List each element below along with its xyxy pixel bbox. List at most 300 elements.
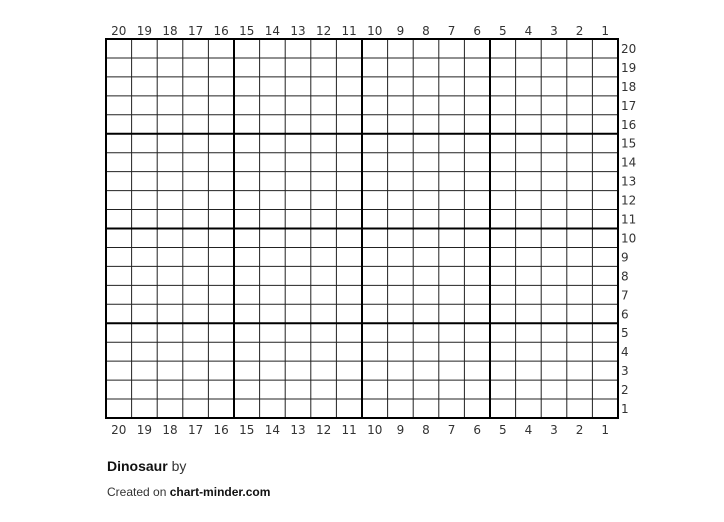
chart-cell[interactable] bbox=[592, 115, 618, 134]
chart-cell[interactable] bbox=[311, 153, 337, 172]
chart-cell[interactable] bbox=[541, 153, 567, 172]
chart-cell[interactable] bbox=[260, 96, 286, 115]
chart-cell[interactable] bbox=[490, 285, 516, 304]
chart-cell[interactable] bbox=[260, 229, 286, 248]
chart-cell[interactable] bbox=[336, 342, 362, 361]
chart-cell[interactable] bbox=[362, 229, 388, 248]
chart-cell[interactable] bbox=[234, 210, 260, 229]
chart-cell[interactable] bbox=[285, 115, 311, 134]
chart-cell[interactable] bbox=[183, 210, 209, 229]
chart-cell[interactable] bbox=[490, 58, 516, 77]
chart-cell[interactable] bbox=[464, 342, 490, 361]
chart-cell[interactable] bbox=[490, 266, 516, 285]
chart-cell[interactable] bbox=[336, 323, 362, 342]
chart-cell[interactable] bbox=[234, 39, 260, 58]
chart-cell[interactable] bbox=[541, 380, 567, 399]
chart-cell[interactable] bbox=[260, 247, 286, 266]
chart-cell[interactable] bbox=[567, 323, 593, 342]
chart-cell[interactable] bbox=[362, 304, 388, 323]
chart-cell[interactable] bbox=[413, 210, 439, 229]
chart-cell[interactable] bbox=[541, 210, 567, 229]
chart-cell[interactable] bbox=[157, 58, 183, 77]
chart-cell[interactable] bbox=[285, 247, 311, 266]
chart-cell[interactable] bbox=[260, 399, 286, 418]
chart-cell[interactable] bbox=[516, 172, 542, 191]
chart-cell[interactable] bbox=[208, 247, 234, 266]
chart-cell[interactable] bbox=[362, 285, 388, 304]
chart-cell[interactable] bbox=[208, 342, 234, 361]
chart-cell[interactable] bbox=[464, 210, 490, 229]
chart-cell[interactable] bbox=[413, 191, 439, 210]
chart-cell[interactable] bbox=[464, 153, 490, 172]
chart-cell[interactable] bbox=[157, 172, 183, 191]
chart-cell[interactable] bbox=[234, 96, 260, 115]
chart-cell[interactable] bbox=[592, 210, 618, 229]
chart-cell[interactable] bbox=[132, 153, 158, 172]
chart-cell[interactable] bbox=[183, 380, 209, 399]
site-link[interactable]: chart-minder.com bbox=[169, 485, 271, 499]
chart-cell[interactable] bbox=[490, 342, 516, 361]
chart-cell[interactable] bbox=[464, 323, 490, 342]
chart-cell[interactable] bbox=[132, 285, 158, 304]
chart-cell[interactable] bbox=[567, 172, 593, 191]
chart-cell[interactable] bbox=[336, 115, 362, 134]
chart-cell[interactable] bbox=[183, 285, 209, 304]
chart-cell[interactable] bbox=[516, 361, 542, 380]
chart-cell[interactable] bbox=[567, 380, 593, 399]
chart-cell[interactable] bbox=[106, 191, 132, 210]
chart-cell[interactable] bbox=[592, 399, 618, 418]
chart-cell[interactable] bbox=[311, 342, 337, 361]
chart-cell[interactable] bbox=[234, 323, 260, 342]
chart-cell[interactable] bbox=[311, 134, 337, 153]
chart-cell[interactable] bbox=[208, 361, 234, 380]
chart-cell[interactable] bbox=[106, 323, 132, 342]
chart-cell[interactable] bbox=[234, 134, 260, 153]
chart-cell[interactable] bbox=[490, 380, 516, 399]
chart-cell[interactable] bbox=[388, 304, 414, 323]
chart-cell[interactable] bbox=[362, 115, 388, 134]
chart-cell[interactable] bbox=[388, 247, 414, 266]
chart-cell[interactable] bbox=[516, 115, 542, 134]
chart-cell[interactable] bbox=[541, 191, 567, 210]
chart-cell[interactable] bbox=[516, 191, 542, 210]
chart-cell[interactable] bbox=[183, 77, 209, 96]
chart-cell[interactable] bbox=[260, 323, 286, 342]
chart-cell[interactable] bbox=[106, 266, 132, 285]
chart-cell[interactable] bbox=[106, 58, 132, 77]
chart-cell[interactable] bbox=[388, 210, 414, 229]
chart-cell[interactable] bbox=[311, 39, 337, 58]
chart-cell[interactable] bbox=[132, 380, 158, 399]
chart-cell[interactable] bbox=[183, 115, 209, 134]
chart-cell[interactable] bbox=[106, 153, 132, 172]
chart-cell[interactable] bbox=[234, 77, 260, 96]
chart-cell[interactable] bbox=[413, 247, 439, 266]
chart-cell[interactable] bbox=[106, 285, 132, 304]
chart-cell[interactable] bbox=[567, 134, 593, 153]
chart-cell[interactable] bbox=[234, 399, 260, 418]
chart-cell[interactable] bbox=[336, 153, 362, 172]
chart-cell[interactable] bbox=[362, 247, 388, 266]
chart-cell[interactable] bbox=[541, 285, 567, 304]
chart-cell[interactable] bbox=[541, 172, 567, 191]
chart-cell[interactable] bbox=[208, 304, 234, 323]
chart-cell[interactable] bbox=[285, 342, 311, 361]
chart-cell[interactable] bbox=[439, 58, 465, 77]
chart-cell[interactable] bbox=[183, 134, 209, 153]
chart-cell[interactable] bbox=[413, 399, 439, 418]
chart-cell[interactable] bbox=[362, 342, 388, 361]
chart-cell[interactable] bbox=[490, 247, 516, 266]
chart-cell[interactable] bbox=[132, 39, 158, 58]
chart-cell[interactable] bbox=[541, 361, 567, 380]
chart-cell[interactable] bbox=[157, 115, 183, 134]
chart-cell[interactable] bbox=[183, 323, 209, 342]
chart-cell[interactable] bbox=[106, 39, 132, 58]
chart-cell[interactable] bbox=[413, 172, 439, 191]
chart-cell[interactable] bbox=[157, 191, 183, 210]
chart-cell[interactable] bbox=[516, 229, 542, 248]
chart-cell[interactable] bbox=[362, 96, 388, 115]
chart-cell[interactable] bbox=[592, 172, 618, 191]
chart-cell[interactable] bbox=[285, 191, 311, 210]
chart-cell[interactable] bbox=[516, 342, 542, 361]
chart-cell[interactable] bbox=[234, 247, 260, 266]
chart-cell[interactable] bbox=[362, 172, 388, 191]
chart-cell[interactable] bbox=[439, 134, 465, 153]
chart-cell[interactable] bbox=[567, 342, 593, 361]
chart-cell[interactable] bbox=[439, 323, 465, 342]
chart-cell[interactable] bbox=[464, 134, 490, 153]
chart-cell[interactable] bbox=[464, 399, 490, 418]
chart-cell[interactable] bbox=[541, 115, 567, 134]
chart-cell[interactable] bbox=[285, 39, 311, 58]
chart-cell[interactable] bbox=[157, 304, 183, 323]
chart-cell[interactable] bbox=[490, 77, 516, 96]
chart-cell[interactable] bbox=[260, 210, 286, 229]
chart-cell[interactable] bbox=[567, 229, 593, 248]
chart-cell[interactable] bbox=[106, 77, 132, 96]
chart-cell[interactable] bbox=[541, 39, 567, 58]
chart-cell[interactable] bbox=[132, 323, 158, 342]
chart-cell[interactable] bbox=[285, 399, 311, 418]
chart-cell[interactable] bbox=[260, 172, 286, 191]
chart-cell[interactable] bbox=[464, 304, 490, 323]
chart-cell[interactable] bbox=[490, 229, 516, 248]
chart-cell[interactable] bbox=[362, 153, 388, 172]
chart-cell[interactable] bbox=[567, 153, 593, 172]
chart-cell[interactable] bbox=[183, 266, 209, 285]
chart-cell[interactable] bbox=[311, 266, 337, 285]
chart-cell[interactable] bbox=[157, 229, 183, 248]
chart-cell[interactable] bbox=[388, 399, 414, 418]
chart-cell[interactable] bbox=[464, 96, 490, 115]
chart-cell[interactable] bbox=[516, 380, 542, 399]
chart-cell[interactable] bbox=[260, 115, 286, 134]
chart-cell[interactable] bbox=[490, 115, 516, 134]
chart-cell[interactable] bbox=[106, 210, 132, 229]
chart-cell[interactable] bbox=[336, 285, 362, 304]
chart-cell[interactable] bbox=[439, 210, 465, 229]
chart-cell[interactable] bbox=[388, 96, 414, 115]
chart-cell[interactable] bbox=[285, 172, 311, 191]
chart-cell[interactable] bbox=[592, 134, 618, 153]
chart-cell[interactable] bbox=[413, 342, 439, 361]
chart-cell[interactable] bbox=[336, 58, 362, 77]
chart-cell[interactable] bbox=[464, 191, 490, 210]
chart-cell[interactable] bbox=[183, 399, 209, 418]
chart-cell[interactable] bbox=[362, 134, 388, 153]
chart-cell[interactable] bbox=[413, 380, 439, 399]
chart-cell[interactable] bbox=[439, 39, 465, 58]
chart-cell[interactable] bbox=[362, 77, 388, 96]
chart-cell[interactable] bbox=[208, 115, 234, 134]
chart-cell[interactable] bbox=[311, 285, 337, 304]
chart-cell[interactable] bbox=[234, 191, 260, 210]
chart-cell[interactable] bbox=[541, 247, 567, 266]
chart-cell[interactable] bbox=[311, 380, 337, 399]
chart-cell[interactable] bbox=[439, 285, 465, 304]
chart-cell[interactable] bbox=[362, 361, 388, 380]
chart-cell[interactable] bbox=[490, 96, 516, 115]
chart-cell[interactable] bbox=[106, 172, 132, 191]
chart-cell[interactable] bbox=[464, 229, 490, 248]
chart-cell[interactable] bbox=[567, 77, 593, 96]
chart-cell[interactable] bbox=[157, 361, 183, 380]
chart-cell[interactable] bbox=[464, 115, 490, 134]
chart-cell[interactable] bbox=[311, 304, 337, 323]
chart-cell[interactable] bbox=[541, 58, 567, 77]
chart-cell[interactable] bbox=[157, 210, 183, 229]
chart-cell[interactable] bbox=[413, 304, 439, 323]
chart-cell[interactable] bbox=[541, 323, 567, 342]
chart-cell[interactable] bbox=[106, 342, 132, 361]
chart-cell[interactable] bbox=[516, 304, 542, 323]
chart-cell[interactable] bbox=[464, 266, 490, 285]
chart-cell[interactable] bbox=[362, 399, 388, 418]
chart-cell[interactable] bbox=[592, 266, 618, 285]
chart-cell[interactable] bbox=[490, 210, 516, 229]
chart-cell[interactable] bbox=[336, 247, 362, 266]
chart-cell[interactable] bbox=[439, 247, 465, 266]
chart-cell[interactable] bbox=[516, 134, 542, 153]
chart-cell[interactable] bbox=[592, 342, 618, 361]
chart-cell[interactable] bbox=[464, 247, 490, 266]
chart-cell[interactable] bbox=[208, 134, 234, 153]
chart-cell[interactable] bbox=[157, 247, 183, 266]
chart-cell[interactable] bbox=[464, 58, 490, 77]
chart-cell[interactable] bbox=[592, 229, 618, 248]
chart-cell[interactable] bbox=[183, 39, 209, 58]
chart-cell[interactable] bbox=[311, 191, 337, 210]
chart-cell[interactable] bbox=[413, 58, 439, 77]
chart-cell[interactable] bbox=[157, 323, 183, 342]
chart-cell[interactable] bbox=[132, 210, 158, 229]
chart-cell[interactable] bbox=[106, 96, 132, 115]
chart-cell[interactable] bbox=[285, 361, 311, 380]
chart-cell[interactable] bbox=[439, 266, 465, 285]
chart-cell[interactable] bbox=[132, 58, 158, 77]
chart-cell[interactable] bbox=[413, 134, 439, 153]
chart-cell[interactable] bbox=[106, 115, 132, 134]
chart-cell[interactable] bbox=[208, 39, 234, 58]
chart-cell[interactable] bbox=[567, 266, 593, 285]
chart-cell[interactable] bbox=[439, 399, 465, 418]
chart-cell[interactable] bbox=[336, 172, 362, 191]
chart-cell[interactable] bbox=[541, 134, 567, 153]
chart-cell[interactable] bbox=[285, 285, 311, 304]
chart-cell[interactable] bbox=[132, 229, 158, 248]
chart-cell[interactable] bbox=[260, 77, 286, 96]
chart-cell[interactable] bbox=[388, 39, 414, 58]
chart-cell[interactable] bbox=[234, 115, 260, 134]
chart-cell[interactable] bbox=[567, 399, 593, 418]
chart-cell[interactable] bbox=[336, 39, 362, 58]
chart-cell[interactable] bbox=[285, 229, 311, 248]
chart-cell[interactable] bbox=[336, 361, 362, 380]
chart-cell[interactable] bbox=[592, 247, 618, 266]
chart-cell[interactable] bbox=[362, 380, 388, 399]
chart-cell[interactable] bbox=[413, 229, 439, 248]
chart-cell[interactable] bbox=[157, 39, 183, 58]
chart-cell[interactable] bbox=[132, 266, 158, 285]
chart-cell[interactable] bbox=[567, 58, 593, 77]
chart-cell[interactable] bbox=[413, 39, 439, 58]
chart-cell[interactable] bbox=[260, 39, 286, 58]
chart-cell[interactable] bbox=[567, 39, 593, 58]
chart-cell[interactable] bbox=[132, 247, 158, 266]
chart-cell[interactable] bbox=[388, 380, 414, 399]
chart-cell[interactable] bbox=[311, 229, 337, 248]
chart-cell[interactable] bbox=[183, 191, 209, 210]
chart-cell[interactable] bbox=[336, 399, 362, 418]
chart-cell[interactable] bbox=[234, 304, 260, 323]
chart-cell[interactable] bbox=[208, 96, 234, 115]
chart-cell[interactable] bbox=[132, 96, 158, 115]
chart-cell[interactable] bbox=[157, 134, 183, 153]
chart-cell[interactable] bbox=[208, 172, 234, 191]
chart-cell[interactable] bbox=[183, 342, 209, 361]
chart-cell[interactable] bbox=[208, 191, 234, 210]
chart-cell[interactable] bbox=[490, 361, 516, 380]
chart-cell[interactable] bbox=[362, 39, 388, 58]
chart-cell[interactable] bbox=[541, 96, 567, 115]
chart-cell[interactable] bbox=[106, 361, 132, 380]
chart-cell[interactable] bbox=[439, 77, 465, 96]
chart-cell[interactable] bbox=[490, 304, 516, 323]
chart-cell[interactable] bbox=[516, 39, 542, 58]
chart-cell[interactable] bbox=[388, 285, 414, 304]
chart-cell[interactable] bbox=[208, 266, 234, 285]
chart-cell[interactable] bbox=[516, 77, 542, 96]
chart-cell[interactable] bbox=[490, 153, 516, 172]
chart-cell[interactable] bbox=[516, 153, 542, 172]
chart-cell[interactable] bbox=[464, 380, 490, 399]
chart-cell[interactable] bbox=[388, 134, 414, 153]
chart-cell[interactable] bbox=[413, 96, 439, 115]
chart-cell[interactable] bbox=[592, 58, 618, 77]
chart-cell[interactable] bbox=[157, 285, 183, 304]
chart-cell[interactable] bbox=[592, 380, 618, 399]
chart-cell[interactable] bbox=[157, 380, 183, 399]
chart-cell[interactable] bbox=[592, 361, 618, 380]
chart-cell[interactable] bbox=[567, 210, 593, 229]
chart-cell[interactable] bbox=[208, 285, 234, 304]
chart-cell[interactable] bbox=[208, 380, 234, 399]
chart-cell[interactable] bbox=[362, 210, 388, 229]
chart-cell[interactable] bbox=[260, 361, 286, 380]
chart-cell[interactable] bbox=[234, 58, 260, 77]
chart-cell[interactable] bbox=[439, 380, 465, 399]
chart-cell[interactable] bbox=[234, 285, 260, 304]
chart-cell[interactable] bbox=[132, 77, 158, 96]
chart-cell[interactable] bbox=[413, 285, 439, 304]
chart-cell[interactable] bbox=[106, 229, 132, 248]
chart-cell[interactable] bbox=[439, 361, 465, 380]
chart-cell[interactable] bbox=[336, 96, 362, 115]
chart-cell[interactable] bbox=[183, 96, 209, 115]
chart-cell[interactable] bbox=[260, 304, 286, 323]
chart-cell[interactable] bbox=[336, 77, 362, 96]
chart-cell[interactable] bbox=[439, 342, 465, 361]
chart-cell[interactable] bbox=[541, 304, 567, 323]
chart-cell[interactable] bbox=[157, 153, 183, 172]
chart-cell[interactable] bbox=[157, 266, 183, 285]
chart-cell[interactable] bbox=[516, 247, 542, 266]
chart-cell[interactable] bbox=[132, 342, 158, 361]
chart-cell[interactable] bbox=[183, 172, 209, 191]
chart-cell[interactable] bbox=[208, 210, 234, 229]
chart-cell[interactable] bbox=[516, 210, 542, 229]
chart-cell[interactable] bbox=[464, 285, 490, 304]
chart-cell[interactable] bbox=[285, 266, 311, 285]
chart-cell[interactable] bbox=[132, 361, 158, 380]
chart-cell[interactable] bbox=[234, 380, 260, 399]
chart-cell[interactable] bbox=[413, 266, 439, 285]
chart-cell[interactable] bbox=[464, 77, 490, 96]
chart-cell[interactable] bbox=[106, 134, 132, 153]
chart-cell[interactable] bbox=[106, 380, 132, 399]
chart-cell[interactable] bbox=[183, 304, 209, 323]
chart-cell[interactable] bbox=[362, 323, 388, 342]
chart-cell[interactable] bbox=[311, 323, 337, 342]
chart-cell[interactable] bbox=[234, 172, 260, 191]
chart-cell[interactable] bbox=[592, 96, 618, 115]
chart-cell[interactable] bbox=[285, 210, 311, 229]
chart-cell[interactable] bbox=[311, 210, 337, 229]
chart-cell[interactable] bbox=[541, 229, 567, 248]
chart-cell[interactable] bbox=[464, 361, 490, 380]
chart-cell[interactable] bbox=[464, 39, 490, 58]
chart-cell[interactable] bbox=[336, 380, 362, 399]
chart-cell[interactable] bbox=[388, 153, 414, 172]
chart-cell[interactable] bbox=[592, 191, 618, 210]
chart-cell[interactable] bbox=[336, 210, 362, 229]
chart-cell[interactable] bbox=[157, 77, 183, 96]
chart-cell[interactable] bbox=[592, 77, 618, 96]
chart-cell[interactable] bbox=[106, 247, 132, 266]
chart-cell[interactable] bbox=[490, 134, 516, 153]
chart-cell[interactable] bbox=[311, 96, 337, 115]
chart-cell[interactable] bbox=[285, 77, 311, 96]
chart-cell[interactable] bbox=[285, 304, 311, 323]
chart-cell[interactable] bbox=[183, 247, 209, 266]
chart-cell[interactable] bbox=[362, 58, 388, 77]
chart-cell[interactable] bbox=[592, 304, 618, 323]
chart-cell[interactable] bbox=[208, 58, 234, 77]
chart-cell[interactable] bbox=[388, 115, 414, 134]
